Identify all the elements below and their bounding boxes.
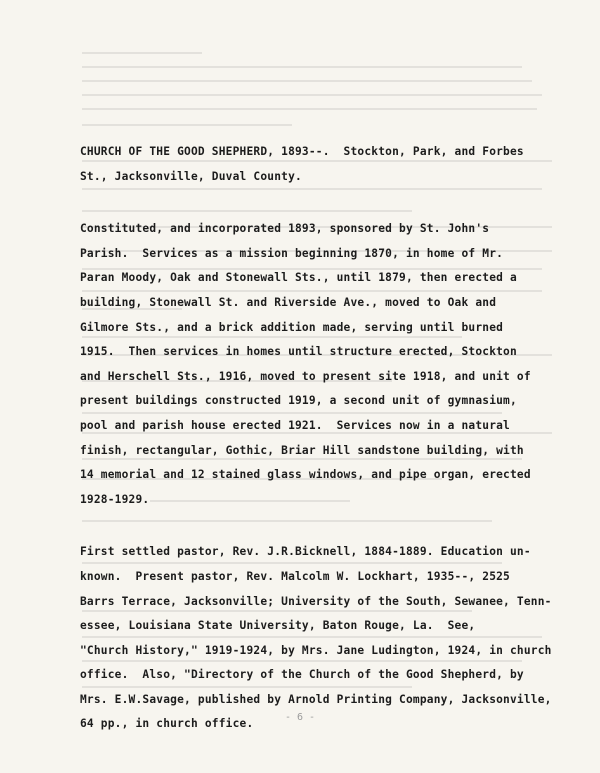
history-line: Paran Moody, Oak and Stonewall Sts., until 1879, then erected a [80, 271, 517, 285]
pastor-line: "Church History," 1919-1924, by Mrs. Jane Ludington, 1924, in church [80, 643, 552, 657]
history-line: finish, rectangular, Gothic, Briar Hill sandstone building, with [80, 443, 524, 457]
page-number: - 6 - [284, 712, 316, 723]
heading-line: St., Jacksonville, Duval County. [80, 169, 302, 183]
pastor-line: 64 pp., in church office. [80, 717, 254, 731]
history-line: present buildings constructed 1919, a second unit of gymnasium, [80, 394, 517, 408]
history-paragraph [80, 217, 560, 512]
history-line: 1915. Then services in homes until structure erected, Stockton [80, 345, 517, 359]
church-heading [80, 140, 560, 189]
history-line: Gilmore Sts., and a brick addition made, serving until burned [80, 320, 504, 334]
history-line: and Herschell Sts., 1916, moved to present site 1918, and unit of [80, 369, 531, 383]
history-line: pool and parish house erected 1921. Services now in a natural [80, 418, 510, 432]
history-line: Constituted, and incorporated 1893, sponsored by St. John's [80, 222, 490, 236]
heading-line: CHURCH OF THE GOOD SHEPHERD, 1893--. Stockton, Park, and Forbes [80, 145, 524, 158]
pastor-line: known. Present pastor, Rev. Malcolm W. Lockhart, 1935--, 2525 [80, 569, 510, 583]
pastor-paragraph [80, 540, 560, 737]
pastor-line: First settled pastor, Rev. J.R.Bicknell, 1884-1889. Education un- [80, 545, 531, 559]
history-line: building, Stonewall St. and Riverside Ave., moved to Oak and [80, 295, 497, 309]
history-line: Parish. Services as a mission beginning 1870, in home of Mr. [80, 246, 504, 260]
pastor-line: office. Also, "Directory of the Church of the Good Shepherd, by [80, 668, 524, 682]
history-line: 14 memorial and 12 stained glass windows, and pipe organ, erected [80, 468, 531, 482]
pastor-line: essee, Louisiana State University, Baton Rouge, La. See, [80, 619, 476, 633]
pastor-line: Mrs. E.W.Savage, published by Arnold Printing Company, Jacksonville, [80, 692, 552, 706]
history-line: 1928-1929. [80, 492, 150, 506]
document-body [80, 140, 560, 737]
pastor-line: Barrs Terrace, Jacksonville; University of the South, Sewanee, Tenn- [80, 594, 552, 608]
